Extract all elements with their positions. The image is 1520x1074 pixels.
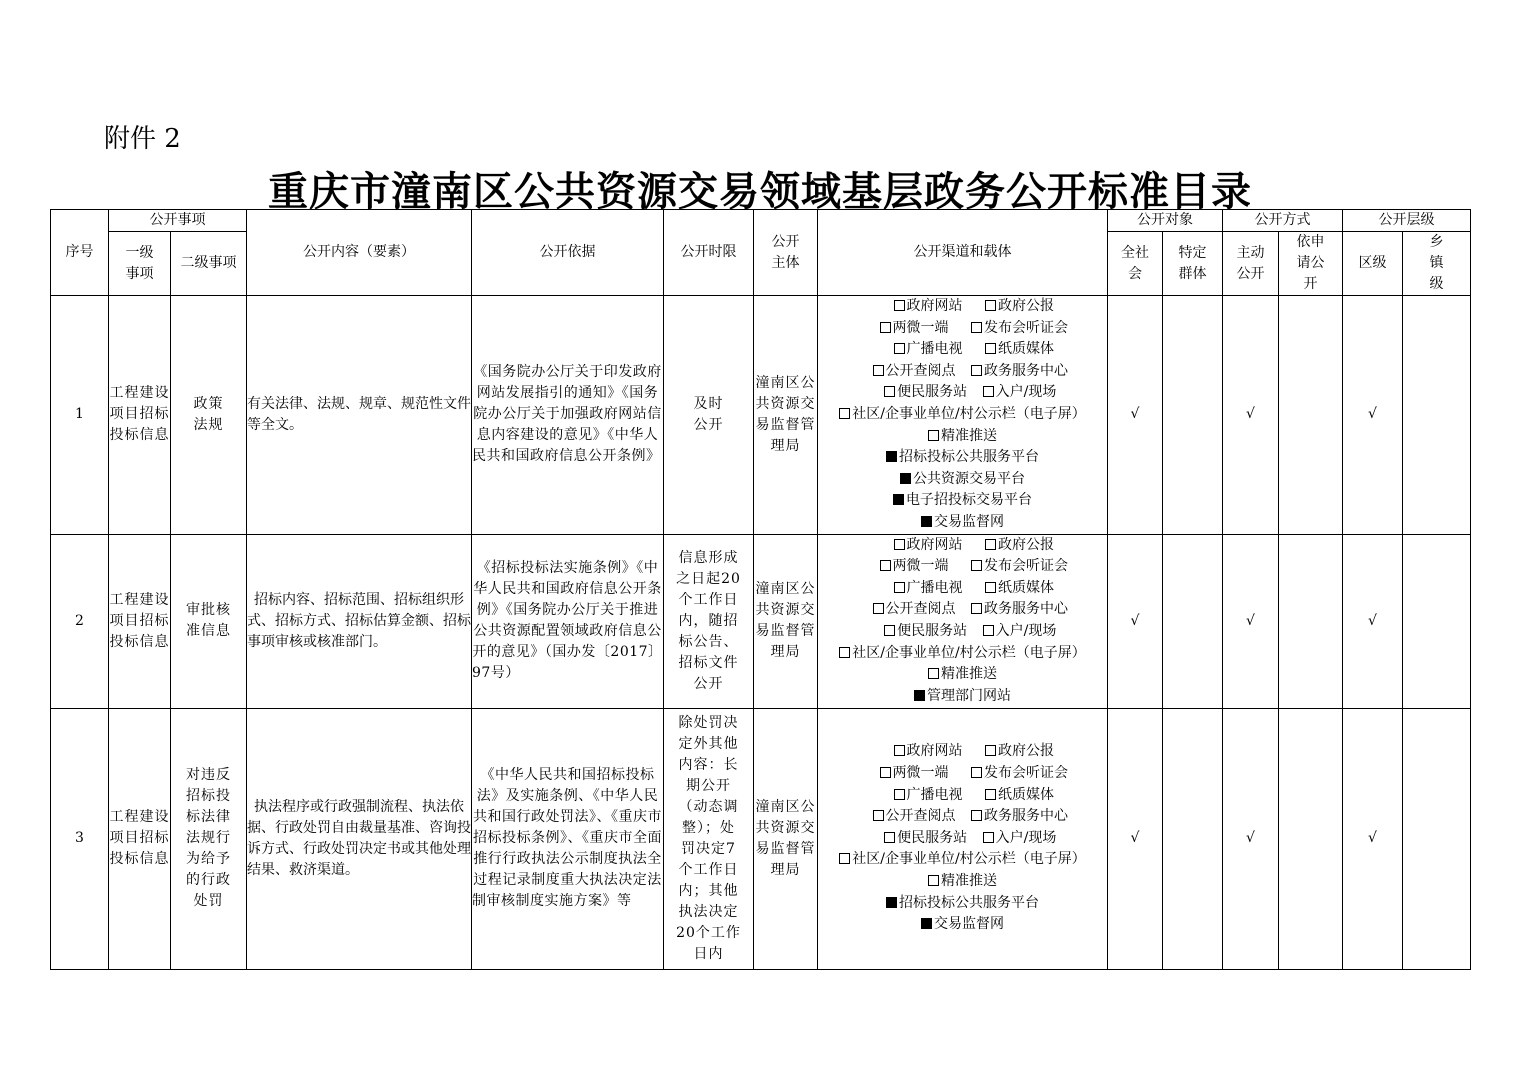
channel-line bbox=[818, 556, 1107, 578]
cell-content: 执法程序或行政强制流程、执法依据、行政处罚自由裁量基准、咨询投诉方式、行政处罚决定书或其他处理结果、救济渠道。 bbox=[247, 708, 472, 969]
cell-level2: 政策法规 bbox=[171, 296, 247, 535]
channel-option bbox=[886, 895, 1039, 911]
channel-option bbox=[857, 599, 971, 621]
checkbox-empty-icon bbox=[971, 365, 982, 376]
header-target: 公开对象 bbox=[1108, 210, 1223, 232]
channel-option bbox=[985, 743, 1054, 759]
channel-option bbox=[985, 537, 1054, 553]
channel-option bbox=[900, 471, 1025, 487]
checkbox-empty-icon bbox=[839, 647, 850, 658]
channel-option bbox=[857, 361, 971, 383]
channel-label: 政府网站 bbox=[906, 298, 963, 314]
cell-level1: 工程建设项目招标投标信息 bbox=[109, 708, 171, 969]
channel-line bbox=[818, 741, 1107, 763]
checkbox-checked-icon bbox=[886, 897, 897, 908]
cell-time-limit: 信息形成之日起20个工作日内，随招标公告、招标文件公开 bbox=[664, 534, 754, 708]
checkbox-empty-icon bbox=[894, 582, 905, 593]
channel-label: 交易监督网 bbox=[934, 916, 1004, 933]
channel-line bbox=[818, 318, 1107, 340]
checkbox-empty-icon bbox=[928, 430, 939, 441]
cell-active: √ bbox=[1223, 296, 1279, 535]
checkbox-empty-icon bbox=[928, 668, 939, 679]
checkbox-empty-icon bbox=[873, 365, 884, 376]
channel-option bbox=[857, 806, 971, 828]
header-district: 区级 bbox=[1343, 232, 1403, 296]
cell-whole-society: √ bbox=[1108, 534, 1163, 708]
checkbox-empty-icon bbox=[985, 745, 996, 756]
channel-label: 政府公报 bbox=[998, 743, 1054, 760]
channel-label: 两微一端 bbox=[892, 558, 949, 575]
cell-on-request bbox=[1279, 708, 1343, 969]
cell-district: √ bbox=[1343, 534, 1403, 708]
cell-township bbox=[1403, 534, 1471, 708]
cell-seq: 1 bbox=[51, 296, 109, 535]
channel-option bbox=[928, 666, 997, 682]
header-level: 公开层级 bbox=[1343, 210, 1471, 232]
table-row bbox=[51, 534, 1471, 708]
channel-line bbox=[818, 806, 1107, 828]
checkbox-empty-icon bbox=[985, 582, 996, 593]
checkbox-empty-icon bbox=[884, 832, 895, 843]
channel-option bbox=[985, 787, 1054, 803]
channel-label: 交易监督网 bbox=[934, 513, 1004, 530]
cell-subject: 潼南区公共资源交易监督管理局 bbox=[754, 708, 818, 969]
channel-option bbox=[871, 296, 985, 318]
channel-label: 广播电视 bbox=[906, 341, 963, 358]
channel-line bbox=[818, 599, 1107, 621]
channel-label: 广播电视 bbox=[906, 579, 963, 596]
channel-label: 入户/现场 bbox=[995, 384, 1057, 401]
cell-basis: 《国务院办公厅关于印发政府网站发展指引的通知》《国务院办公厅关于加强政府网站信息内容建设的意见》《中华人民共和国政府信息公开条例》 bbox=[472, 296, 664, 535]
cell-level2: 审批核准信息 bbox=[171, 534, 247, 708]
checkbox-empty-icon bbox=[983, 386, 994, 397]
channel-option bbox=[971, 558, 1068, 574]
channel-option bbox=[985, 580, 1054, 596]
channel-option bbox=[871, 578, 985, 600]
checkbox-empty-icon bbox=[971, 322, 982, 333]
channel-option bbox=[971, 320, 1068, 336]
checkbox-empty-icon bbox=[884, 625, 895, 636]
channel-line bbox=[818, 763, 1107, 785]
channel-option bbox=[839, 645, 1085, 661]
channel-label: 纸质媒体 bbox=[998, 341, 1054, 358]
header-basis: 公开依据 bbox=[472, 210, 664, 296]
cell-on-request bbox=[1279, 534, 1343, 708]
cell-time-limit: 及时公开 bbox=[664, 296, 754, 535]
checkbox-empty-icon bbox=[894, 343, 905, 354]
channel-label: 精准推送 bbox=[941, 666, 997, 683]
channel-option bbox=[839, 851, 1085, 867]
cell-specific-group bbox=[1163, 296, 1223, 535]
checkbox-empty-icon bbox=[985, 300, 996, 311]
cell-subject: 潼南区公共资源交易监督管理局 bbox=[754, 296, 818, 535]
header-level1: 一级事项 bbox=[109, 232, 171, 296]
header-active: 主动公开 bbox=[1223, 232, 1279, 296]
channel-label: 入户/现场 bbox=[995, 829, 1057, 846]
cell-seq: 3 bbox=[51, 708, 109, 969]
header-method: 公开方式 bbox=[1223, 210, 1343, 232]
checkbox-checked-icon bbox=[886, 451, 897, 462]
channel-label: 便民服务站 bbox=[897, 384, 968, 401]
header-seq: 序号 bbox=[51, 210, 109, 296]
channel-line bbox=[818, 686, 1107, 708]
channel-line bbox=[818, 578, 1107, 600]
checkbox-empty-icon bbox=[985, 539, 996, 550]
cell-level2: 对违反招标投标法律法规行为给予的行政处罚 bbox=[171, 708, 247, 969]
channel-label: 政府公报 bbox=[998, 298, 1054, 314]
channel-option bbox=[928, 428, 997, 444]
table-row bbox=[51, 708, 1471, 969]
channel-line bbox=[818, 914, 1107, 936]
channel-line bbox=[818, 447, 1107, 469]
channel-line bbox=[818, 849, 1107, 871]
channel-label: 政府网站 bbox=[906, 743, 963, 760]
checkbox-empty-icon bbox=[873, 810, 884, 821]
channel-option bbox=[928, 873, 997, 889]
header-on-request: 依申请公开 bbox=[1279, 232, 1343, 296]
header-subject: 公开主体 bbox=[754, 210, 818, 296]
channel-label: 电子招投标交易平台 bbox=[906, 492, 1032, 509]
channel-label: 纸质媒体 bbox=[998, 579, 1054, 596]
channel-line bbox=[818, 828, 1107, 850]
channel-label: 公开查阅点 bbox=[885, 808, 956, 825]
channel-option bbox=[871, 741, 985, 763]
header-township: 乡镇级 bbox=[1403, 232, 1471, 296]
channel-line bbox=[818, 490, 1107, 512]
checkbox-empty-icon bbox=[971, 810, 982, 821]
channel-line bbox=[818, 893, 1107, 915]
channel-option bbox=[914, 688, 1011, 704]
cell-content: 有关法律、法规、规章、规范性文件等全文。 bbox=[247, 296, 472, 535]
channel-option bbox=[983, 830, 1057, 846]
checkbox-empty-icon bbox=[983, 832, 994, 843]
channel-label: 两微一端 bbox=[892, 764, 949, 781]
header-time-limit: 公开时限 bbox=[664, 210, 754, 296]
cell-level1: 工程建设项目招标投标信息 bbox=[109, 534, 171, 708]
channel-label: 广播电视 bbox=[906, 786, 963, 803]
channel-label: 政务服务中心 bbox=[984, 601, 1068, 618]
checkbox-empty-icon bbox=[873, 603, 884, 614]
channel-option bbox=[869, 621, 983, 643]
cell-active: √ bbox=[1223, 708, 1279, 969]
checkbox-empty-icon bbox=[985, 789, 996, 800]
channel-option bbox=[971, 363, 1068, 379]
cell-channels bbox=[818, 708, 1108, 969]
checkbox-empty-icon bbox=[971, 767, 982, 778]
channel-option bbox=[869, 828, 983, 850]
checkbox-empty-icon bbox=[880, 322, 891, 333]
channel-line bbox=[818, 871, 1107, 893]
channel-line bbox=[818, 643, 1107, 665]
channel-option bbox=[886, 449, 1039, 465]
cell-seq: 2 bbox=[51, 534, 109, 708]
channel-label: 发布会听证会 bbox=[984, 558, 1068, 575]
channel-option bbox=[983, 623, 1057, 639]
channel-line bbox=[818, 382, 1107, 404]
channel-label: 便民服务站 bbox=[897, 829, 968, 846]
channel-option bbox=[971, 765, 1068, 781]
channel-line bbox=[818, 535, 1107, 557]
channel-label: 政务服务中心 bbox=[984, 808, 1068, 825]
channel-label: 社区/企事业单位/村公示栏（电子屏） bbox=[852, 644, 1086, 661]
table-row bbox=[51, 296, 1471, 535]
checkbox-empty-icon bbox=[839, 853, 850, 864]
checkbox-empty-icon bbox=[894, 789, 905, 800]
channel-label: 政务服务中心 bbox=[984, 362, 1068, 379]
channel-line bbox=[818, 296, 1107, 318]
header-level2: 二级事项 bbox=[171, 232, 247, 296]
channel-option bbox=[983, 384, 1057, 400]
channel-label: 纸质媒体 bbox=[998, 786, 1054, 803]
cell-channels bbox=[818, 534, 1108, 708]
cell-whole-society: √ bbox=[1108, 296, 1163, 535]
checkbox-empty-icon bbox=[839, 408, 850, 419]
channel-label: 入户/现场 bbox=[995, 623, 1057, 640]
attachment-label: 附件 2 bbox=[104, 124, 181, 154]
channel-option bbox=[871, 339, 985, 361]
channel-label: 便民服务站 bbox=[897, 623, 968, 640]
channel-line bbox=[818, 426, 1107, 448]
channel-label: 精准推送 bbox=[941, 427, 997, 444]
checkbox-empty-icon bbox=[880, 560, 891, 571]
checkbox-empty-icon bbox=[894, 539, 905, 550]
checkbox-checked-icon bbox=[900, 473, 911, 484]
cell-content: 招标内容、招标范围、招标组织形式、招标方式、招标估算金额、招标事项审核或核准部门。 bbox=[247, 534, 472, 708]
channel-option bbox=[971, 808, 1068, 824]
cell-channels bbox=[818, 296, 1108, 535]
channel-line bbox=[818, 621, 1107, 643]
channel-line bbox=[818, 469, 1107, 491]
checkbox-empty-icon bbox=[884, 386, 895, 397]
channel-option bbox=[857, 763, 971, 785]
channel-label: 发布会听证会 bbox=[984, 764, 1068, 781]
channel-label: 发布会听证会 bbox=[984, 319, 1068, 336]
checkbox-empty-icon bbox=[971, 560, 982, 571]
header-items: 公开事项 bbox=[109, 210, 247, 232]
checkbox-empty-icon bbox=[894, 300, 905, 311]
checkbox-empty-icon bbox=[985, 343, 996, 354]
channel-option bbox=[857, 318, 971, 340]
cell-district: √ bbox=[1343, 708, 1403, 969]
cell-basis: 《招标投标法实施条例》《中华人民共和国政府信息公开条例》《国务院办公厅关于推进公共资源配置领域政府信息公开的意见》（国办发〔2017〕97号） bbox=[472, 534, 664, 708]
channel-option bbox=[839, 406, 1085, 422]
channel-line bbox=[818, 361, 1107, 383]
channel-line bbox=[818, 785, 1107, 807]
checkbox-empty-icon bbox=[880, 767, 891, 778]
header-whole-society: 全社会 bbox=[1108, 232, 1163, 296]
cell-district: √ bbox=[1343, 296, 1403, 535]
channel-option bbox=[921, 916, 1004, 932]
channel-label: 公开查阅点 bbox=[885, 601, 956, 618]
checkbox-checked-icon bbox=[921, 516, 932, 527]
channel-option bbox=[985, 298, 1054, 314]
channel-line bbox=[818, 512, 1107, 534]
channel-label: 公开查阅点 bbox=[885, 362, 956, 379]
checkbox-checked-icon bbox=[914, 690, 925, 701]
channel-line bbox=[818, 664, 1107, 686]
channel-label: 精准推送 bbox=[941, 872, 997, 889]
cell-time-limit: 除处罚决定外其他内容：长期公开（动态调整）；处罚决定7个工作日内；其他执法决定20个工作日内 bbox=[664, 708, 754, 969]
cell-level1: 工程建设项目招标投标信息 bbox=[109, 296, 171, 535]
cell-on-request bbox=[1279, 296, 1343, 535]
channel-option bbox=[893, 492, 1032, 508]
cell-active: √ bbox=[1223, 534, 1279, 708]
channel-label: 管理部门网站 bbox=[927, 687, 1011, 704]
cell-subject: 潼南区公共资源交易监督管理局 bbox=[754, 534, 818, 708]
channel-label: 招标投标公共服务平台 bbox=[899, 894, 1039, 911]
channel-option bbox=[971, 601, 1068, 617]
checkbox-empty-icon bbox=[983, 625, 994, 636]
channel-option bbox=[869, 382, 983, 404]
channel-label: 招标投标公共服务平台 bbox=[899, 449, 1039, 466]
cell-specific-group bbox=[1163, 708, 1223, 969]
cell-whole-society: √ bbox=[1108, 708, 1163, 969]
checkbox-checked-icon bbox=[893, 494, 904, 505]
cell-township bbox=[1403, 296, 1471, 535]
header-content: 公开内容（要素） bbox=[247, 210, 472, 296]
cell-specific-group bbox=[1163, 534, 1223, 708]
cell-township bbox=[1403, 708, 1471, 969]
cell-basis: 《中华人民共和国招标投标法》及实施条例、《中华人民共和国行政处罚法》、《重庆市招标投标条例》、《重庆市全面推行行政执法公示制度执法全过程记录制度重大执法决定法制审核制度实施方案》等 bbox=[472, 708, 664, 969]
document-title: 重庆市潼南区公共资源交易领域基层政务公开标准目录 bbox=[268, 168, 1252, 215]
header-channels: 公开渠道和载体 bbox=[818, 210, 1108, 296]
checkbox-empty-icon bbox=[971, 603, 982, 614]
channel-label: 社区/企事业单位/村公示栏（电子屏） bbox=[852, 405, 1086, 422]
header-specific-group: 特定群体 bbox=[1163, 232, 1223, 296]
channel-label: 公共资源交易平台 bbox=[913, 470, 1025, 487]
channel-label: 两微一端 bbox=[892, 319, 949, 336]
channel-label: 社区/企事业单位/村公示栏（电子屏） bbox=[852, 851, 1086, 868]
channel-option bbox=[857, 556, 971, 578]
checkbox-empty-icon bbox=[928, 875, 939, 886]
channel-line bbox=[818, 339, 1107, 361]
channel-label: 政府网站 bbox=[906, 536, 963, 553]
channel-line bbox=[818, 404, 1107, 426]
catalog-table bbox=[50, 209, 1471, 970]
checkbox-checked-icon bbox=[921, 918, 932, 929]
channel-option bbox=[871, 535, 985, 557]
checkbox-empty-icon bbox=[894, 745, 905, 756]
channel-option bbox=[985, 341, 1054, 357]
channel-label: 政府公报 bbox=[998, 536, 1054, 553]
channel-option bbox=[921, 514, 1004, 530]
channel-option bbox=[871, 785, 985, 807]
